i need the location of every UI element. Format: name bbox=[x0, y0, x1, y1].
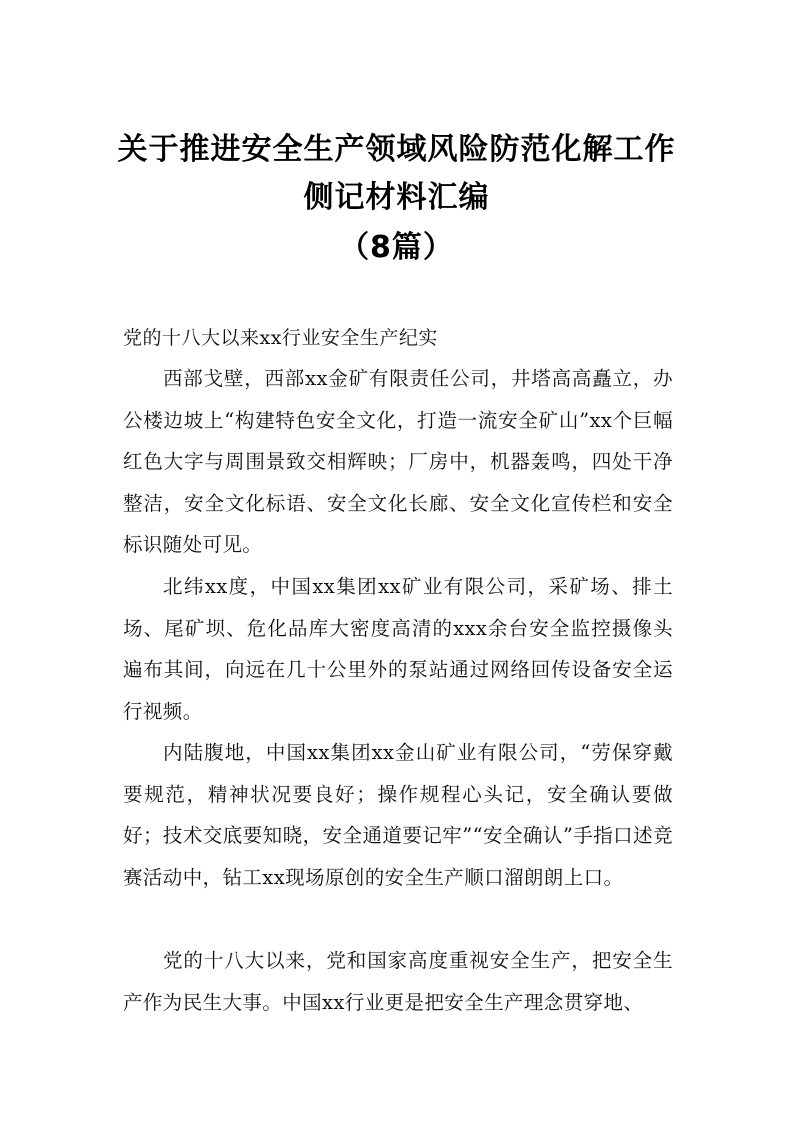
document-title-line-2: 侧记材料汇编 bbox=[303, 180, 490, 215]
document-subtitle: （8篇） bbox=[339, 230, 454, 265]
document-title-line-1: 关于推进安全生产领域风险防范化解工作 bbox=[117, 132, 676, 167]
paragraph-1: 西部戈壁，西部xx金矿有限责任公司，井塔高高矗立，办公楼边坡上“构建特色安全文化，打造一流安全矿山”xx个巨幅红色大字与周围景致交相辉映；厂房中，机器轰鸣，四处干净整洁，安全文化标语、安全文化长廊、安全文化宣传栏和安全标识随处可见。 bbox=[123, 367, 673, 556]
paragraph-2: 北纬xx度，中国xx集团xx矿业有限公司，采矿场、排土场、尾矿坝、危化品库大密度高清的xxx余台安全监控摄像头遍布其间，向远在几十公里外的泵站通过网络回传设备安全运行视频。 bbox=[123, 575, 673, 723]
section-heading: 党的十八大以来xx行业安全生产纪实 bbox=[123, 327, 438, 349]
paragraph-4: 党的十八大以来，党和国家高度重视安全生产，把安全生产作为民生大事。中国xx行业更是把安全生产理念贯穿地、 bbox=[123, 949, 673, 1014]
paragraph-3: 内陆腹地，中国xx集团xx金山矿业有限公司，“劳保穿戴要规范，精神状况要良好；操作规程心头记，安全确认要做好；技术交底要知晓，安全通道要记牢”“安全确认”手指口述竞赛活动中，钻工xx现场原创的安全生产顺口溜朗朗上口。 bbox=[123, 741, 673, 889]
